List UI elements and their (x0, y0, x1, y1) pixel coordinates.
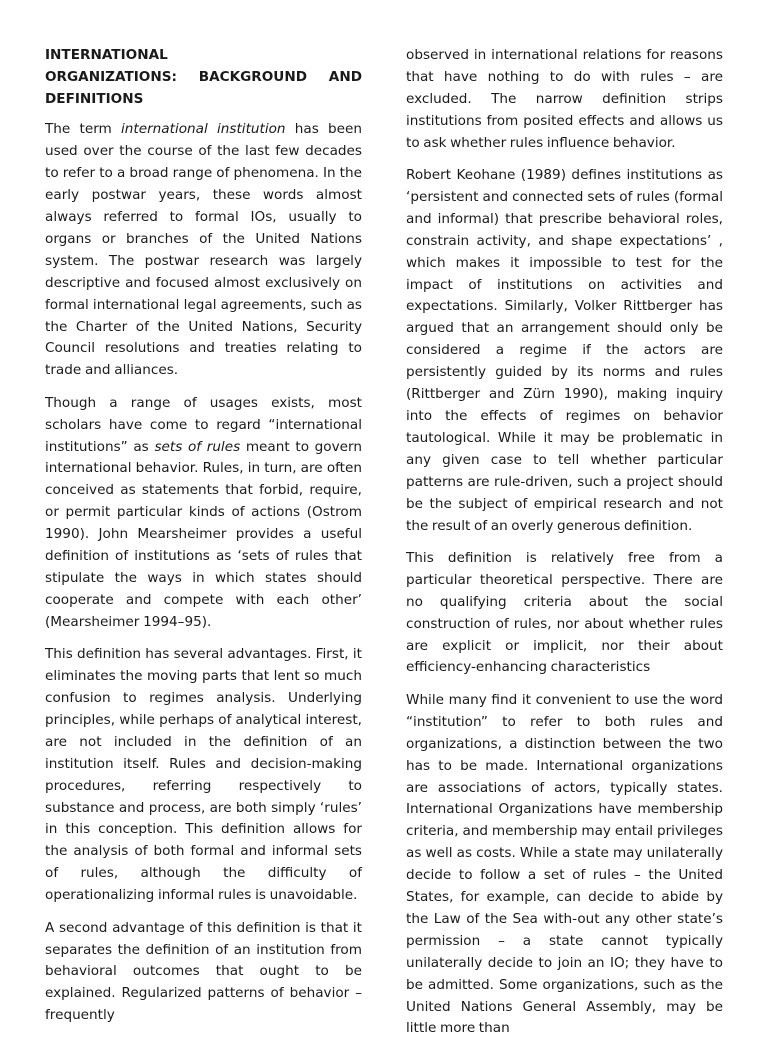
paragraph-text: has been used over the course of the last few decades to refer to a broad range of phenomena. In the early postwar years, these words almost always referred to formal IOs, usually to organs or branches of the United Nations system. The postwar research was largely descriptive and focused almost exclusively on formal international legal agreements, such as the Charter of the United Nations, Security Council resolutions and treaties relating to trade and alliances. (45, 121, 362, 379)
paragraph-right-4: While many find it convenient to use the word “institution” to refer to both rules and organizations, a distinction between the two has to be made. International organizations are associations of actors, typically states. International Organizations have membership criteria, and membership may entail privileges as well as costs. While a state may unilaterally decide to follow a set of rules – the United States, for example, can decide to abide by the Law of the Sea with-out any other state’s permission – a state cannot typically unilaterally decide to join an IO; they have to be admitted. Some organizations, such as the United Nations General Assembly, may be little more than (406, 691, 723, 1037)
heading-word-organizations: ORGANIZATIONS: (45, 68, 177, 85)
paragraph-text: The term (45, 121, 121, 138)
heading-line-2 (45, 67, 362, 89)
paragraph-right-3: This definition is relatively free from a particular theoretical perspective. There are no qualifying criteria about the social construction of rules, nor about whether rules are explicit or implicit, nor their about efficiency-enhancing characteristics (406, 549, 723, 676)
heading-word-and: AND (328, 68, 362, 85)
heading-line-1: INTERNATIONAL (45, 47, 168, 63)
emphasis-text: sets of rules (154, 438, 241, 455)
paragraph-right-2: Robert Keohane (1989) defines institutions as ‘persistent and connected sets of rules (formal and informal) that prescribe behavioral roles, constrain activity, and shape expectations’ , which makes it impossible to test for the impact of institutions on activities and expectations. Similarly, Volker Rittberger has argued that an arrangement should only be considered a regime if the actors are persistently guided by its norms and rules (Rittberger and Zürn 1990), making inquiry into the effects of regimes on behavior tautological. While it may be problematic in any given case to tell whether particular patterns are rule-driven, such a project should be the subject of empirical research and not the result of an overly generous definition. (406, 167, 723, 534)
heading-word-background: BACKGROUND (198, 68, 308, 85)
paragraph-left-1 (45, 119, 362, 382)
heading-line-3: DEFINITIONS (45, 90, 144, 107)
emphasis-text: international institution (121, 121, 286, 138)
left-column (45, 45, 362, 1038)
paragraph-left-4: A second advantage of this definition is that it separates the definition of an institution from behavioral outcomes that ought to be explained. Regularized patterns of behavior – frequently (45, 919, 362, 1024)
paragraph-text: Though a range of usages exists, most scholars have come to regard “international institutions” as (45, 394, 362, 455)
section-heading (45, 45, 362, 110)
paragraph-left-2 (45, 393, 362, 634)
paragraph-text: meant to govern international behavior. Rules, in turn, are often conceived as statements that forbid, require, or permit particular kinds of actions (Ostrom 1990). John Mearsheimer provides a useful definition of institutions as ‘sets of rules that stipulate the ways in which states should cooperate and compete with each other’ (Mearsheimer 1994–95). (45, 438, 362, 630)
paragraph-right-1: observed in international relations for reasons that have nothing to do with rules – are excluded. The narrow definition strips institutions from posited effects and allows us to ask whether rules influence behavior. (406, 47, 723, 151)
right-column (406, 45, 723, 1051)
paragraph-left-3: This definition has several advantages. First, it eliminates the moving parts that lent so much confusion to regimes analysis. Underlying principles, while perhaps of analytical interest, are not included in the definition of an institution itself. Rules and decision-making procedures, referring respectively to substance and process, are both simply ‘rules’ in this conception. This definition allows for the analysis of both formal and informal sets of rules, although the difficulty of operationalizing informal rules is unavoidable. (45, 646, 362, 904)
